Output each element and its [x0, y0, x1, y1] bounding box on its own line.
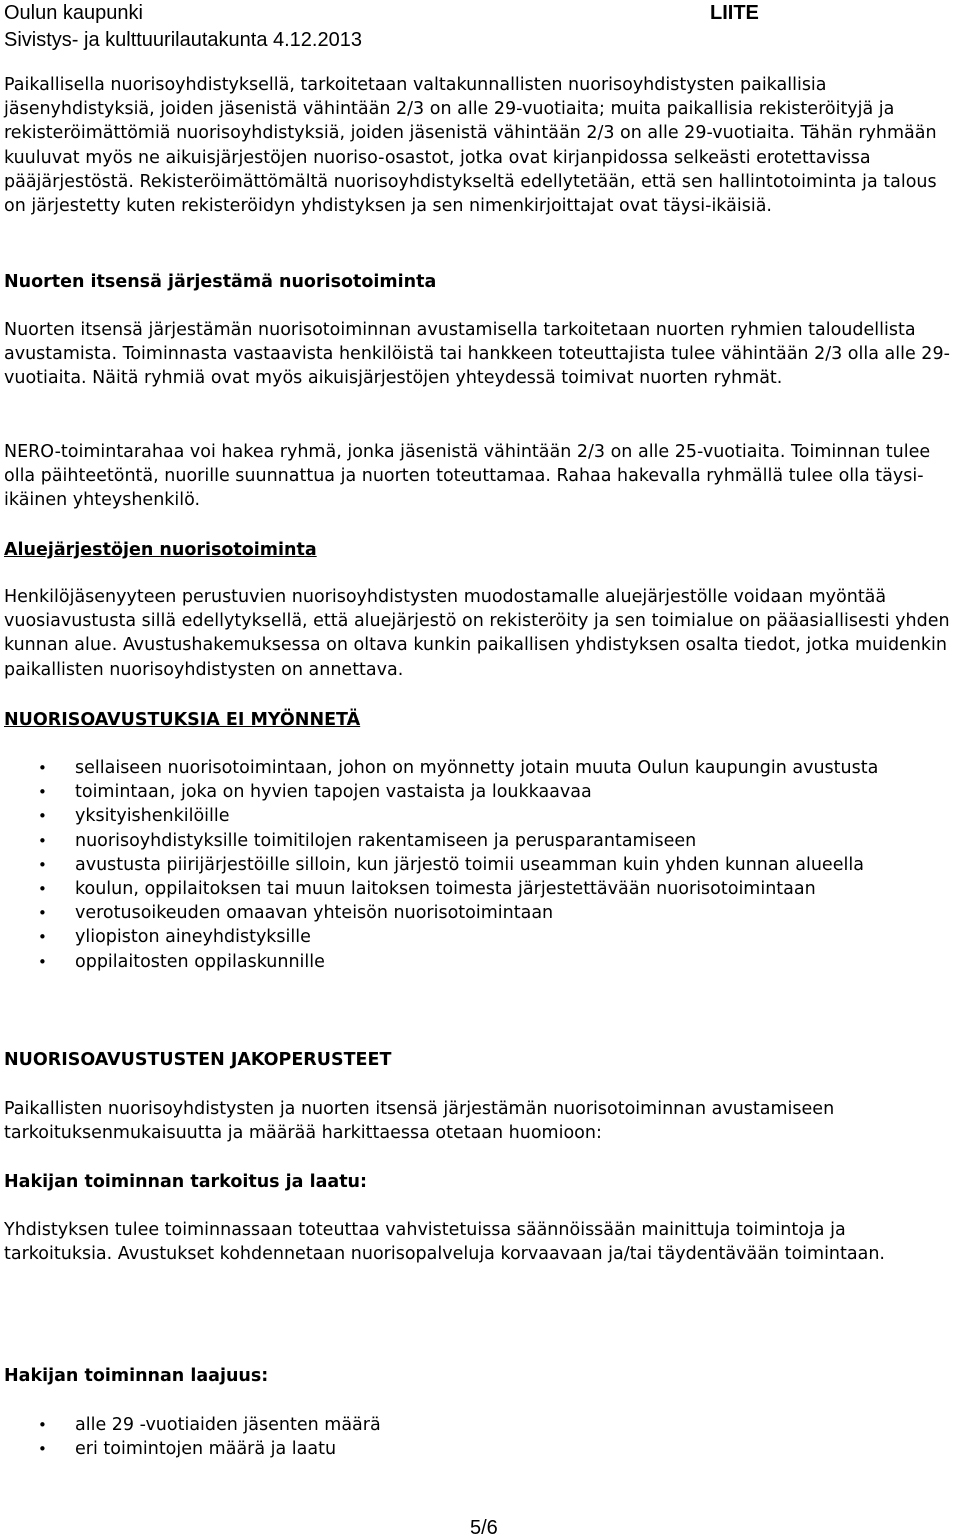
page-header: [4, 0, 956, 54]
header-city: Oulun kaupunki: [4, 2, 143, 24]
section-heading-purpose: Hakijan toiminnan tarkoitus ja laatu:: [4, 1172, 368, 1192]
bullet-icon: •: [38, 1440, 47, 1459]
regional-paragraph: Henkilöjäsenyyteen perustuvien nuorisoyhdistysten muodostamalle aluejärjestölle voidaan myöntää vuosiavustusta sillä edellytyksellä, että aluejärjestö on rekisteröity ja sen toimialue on pääasiallisesti yhden kunnan alue. Avustushakemuksessa on oltava kunkin paikallisen yhdistyksen osalta tiedot, jotka muidenkin paikallisten nuorisoyhdistysten on annettava.: [4, 587, 950, 680]
list-item: • koulun, oppilaitoksen tai muun laitoksen toimesta järjestettävään nuorisotoimintaan: [4, 877, 956, 901]
bullet-icon: •: [38, 928, 47, 947]
bullet-icon: •: [38, 904, 47, 923]
bullet-icon: •: [38, 759, 47, 777]
list-item: • sellaiseen nuorisotoimintaan, johon on myönnetty jotain muuta Oulun kaupungin avustusta: [4, 756, 956, 780]
list-item: • avustusta piirijärjestöille silloin, kun järjestö toimii useamman kuin yhden kunnan alueella: [4, 853, 956, 877]
not-granted-list: [4, 756, 956, 974]
purpose-paragraph: Yhdistyksen tulee toiminnassaan toteuttaa vahvistetuissa säännöissään mainittuja toimintoja ja tarkoituksia. Avustukset kohdennetaan nuorisopalveluja korvaavaan ja/tai täydentävään toimintaan.: [4, 1220, 885, 1265]
section-heading-not-granted: NUORISOAVUSTUKSIA EI MYÖNNETÄ: [4, 710, 361, 730]
section-heading-scope: Hakijan toiminnan laajuus:: [4, 1366, 269, 1386]
list-item: • oppilaitosten oppilaskunnille: [4, 950, 956, 974]
section-heading-criteria: NUORISOAVUSTUSTEN JAKOPERUSTEET: [4, 1050, 392, 1070]
bullet-icon: •: [38, 783, 47, 802]
bullet-icon: •: [38, 1416, 47, 1434]
bullet-icon: •: [38, 855, 47, 874]
list-item: • verotusoikeuden omaavan yhteisön nuorisotoimintaan: [4, 901, 956, 925]
page-number: 5/6: [470, 1517, 498, 1539]
list-item: • nuorisoyhdistyksille toimitilojen rakentamiseen ja perusparantamiseen: [4, 829, 956, 853]
intro-paragraph: Paikallisella nuorisoyhdistyksellä, tarkoitetaan valtakunnallisten nuorisoyhdistysten paikallisia jäsenyhdistyksiä, joiden jäsenistä vähintään 2/3 on alle 29-vuotiaita; muita paikallisia rekisteröityjä ja rekisteröimättömiä nuorisoyhdistyksiä, joiden jäsenistä vähintään 2/3 on alle 29-vuotiaita. Tähän ryhmään kuuluvat myös ne aikuisjärjestöjen nuoriso-osastot, jotka ovat kirjanpidossa selkeästi erotettavissa pääjärjestöstä. Rekisteröimättömältä nuorisoyhdistykseltä edellytetään, että sen hallintotoiminta ja talous on järjestetty kuten rekisteröidyn yhdistyksen ja sen nimenkirjoittajat ovat täysi-ikäisiä.: [4, 75, 937, 217]
list-item: • yliopiston aineyhdistyksille: [4, 925, 956, 949]
bullet-icon: •: [38, 880, 47, 899]
youth-self-paragraph-2: NERO-toimintarahaa voi hakea ryhmä, jonka jäsenistä vähintään 2/3 on alle 25-vuotiaita. Toiminnan tulee olla päihteetöntä, nuorille suunnattua ja nuorten toteuttamaa. Rahaa hakevalla ryhmällä tulee olla täysi-ikäinen yhteyshenkilö.: [4, 442, 931, 511]
list-item: • toimintaan, joka on hyvien tapojen vastaista ja loukkaavaa: [4, 780, 956, 804]
bullet-icon: •: [38, 831, 47, 850]
list-item: • yksityishenkilöille: [4, 804, 956, 828]
list-item: • eri toimintojen määrä ja laatu: [4, 1437, 956, 1461]
youth-self-paragraph-1: Nuorten itsensä järjestämän nuorisotoiminnan avustamisella tarkoitetaan nuorten ryhmien taloudellista avustamista. Toiminnasta vastaavista henkilöistä tai hankkeen toteuttajista tulee vähintään 2/3 olla alle 29-vuotiaita. Näitä ryhmiä ovat myös aikuisjärjestöjen yhteydessä toimivat nuorten ryhmät.: [4, 320, 950, 389]
header-attachment-label: LIITE: [710, 2, 759, 24]
section-heading-youth-self: Nuorten itsensä järjestämä nuorisotoiminta: [4, 272, 437, 292]
section-heading-regional: Aluejärjestöjen nuorisotoiminta: [4, 540, 317, 560]
criteria-paragraph: Paikallisten nuorisoyhdistysten ja nuorten itsensä järjestämän nuorisotoiminnan avustamiseen tarkoituksenmukaisuutta ja määrää harkittaessa otetaan huomioon:: [4, 1099, 835, 1144]
header-board-date: Sivistys- ja kulttuurilautakunta 4.12.2013: [4, 29, 362, 51]
document-page: [4, 0, 956, 1540]
scope-list: [4, 1413, 956, 1461]
list-item: • alle 29 -vuotiaiden jäsenten määrä: [4, 1413, 956, 1437]
bullet-icon: •: [38, 807, 47, 826]
bullet-icon: •: [38, 952, 47, 971]
